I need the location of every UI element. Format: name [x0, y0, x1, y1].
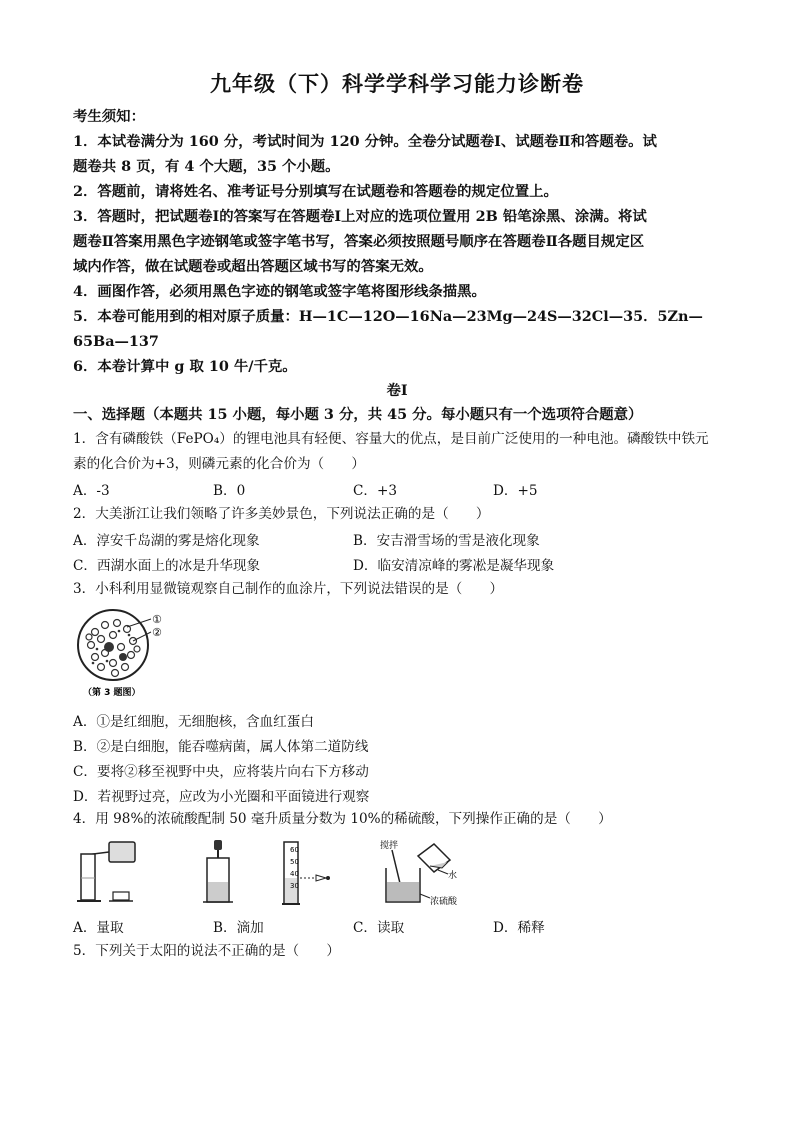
tick-label: 60 [290, 846, 299, 854]
figure-b-dropper [195, 838, 245, 908]
q1-option-d: D．+5 [493, 483, 538, 499]
figure-caption: （第 3 题图） [83, 688, 141, 698]
section-title: 卷Ⅰ [386, 382, 408, 399]
marker-1: ① [152, 613, 162, 626]
water-label: 水 [448, 871, 458, 881]
question-2-stem: 2．大美浙江让我们领略了许多美妙景色，下列说法正确的是（ ） [73, 506, 490, 522]
q2-option-b: B．安吉滑雪场的雪是液化现象 [353, 533, 540, 549]
q1-option-b: B．0 [213, 483, 246, 499]
q1-option-c: C．+3 [353, 483, 398, 499]
q4-option-a: A．量取 [73, 920, 124, 936]
q3-option-c: C．要将②移至视野中央，应将装片向右下方移动 [73, 764, 369, 780]
q2-option-a: A．淳安千岛湖的雾是熔化现象 [73, 533, 260, 549]
notice-line: 6．本卷计算中 g 取 10 牛/千克。 [73, 358, 297, 375]
notice-line: 题卷共 8 页，有 4 个大题，35 个小题。 [73, 158, 340, 175]
acid-label: 浓硫酸 [430, 897, 458, 907]
q2-option-d: D．临安清凉峰的雾凇是凝华现象 [353, 558, 555, 574]
notice-line: 65Ba—137 [73, 333, 159, 350]
figure-c-reading [282, 838, 342, 910]
blood-smear-figure [75, 607, 185, 699]
q3-option-b: B．②是白细胞，能吞噬病菌，属人体第二道防线 [73, 739, 369, 755]
tick-label: 30 [290, 882, 299, 890]
q2-option-c: C．西湖水面上的冰是升华现象 [73, 558, 261, 574]
notice-line: 2．答题前，请将姓名、准考证号分别填写在试题卷和答题卷的规定位置上。 [73, 183, 558, 200]
marker-2: ② [152, 626, 162, 639]
notice-line: 1．本试卷满分为 160 分，考试时间为 120 分钟。全卷分试题卷Ⅰ、试题卷Ⅱ和答题卷。试 [73, 133, 657, 150]
page-title: 九年级（下）科学学科学习能力诊断卷 [210, 71, 584, 96]
notice-line: 5．本卷可能用到的相对原子质量：H—1C—12O—16Na—23Mg—24S—32Cl—35．5Zn— [73, 308, 703, 325]
notice-line: 4．画图作答，必须用黑色字迹的钢笔或签字笔将图形线条描黑。 [73, 283, 486, 300]
notice-line: 域内作答，做在试题卷或超出答题区域书写的答案无效。 [73, 258, 433, 275]
q4-option-d: D．稀释 [493, 920, 545, 936]
question-4-stem: 4．用 98%的浓硫酸配制 50 毫升质量分数为 10%的稀硫酸，下列操作正确的是（ ） [73, 811, 612, 827]
tick-label: 50 [290, 858, 299, 866]
question-5-stem: 5．下列关于太阳的说法不正确的是（ ） [73, 943, 340, 959]
q1-option-a: A．-3 [73, 483, 110, 499]
notice-line: 3．答题时，把试题卷Ⅰ的答案写在答题卷Ⅰ上对应的选项位置用 2B 铅笔涂黑、涂满。将试 [73, 208, 647, 225]
stir-label: 搅拌 [380, 841, 399, 851]
q4-option-c: C．读取 [353, 920, 405, 936]
question-3-stem: 3．小科利用显微镜观察自己制作的血涂片，下列说法错误的是（ ） [73, 581, 504, 597]
tick-label: 40 [290, 870, 299, 878]
notice-line: 题卷Ⅱ答案用黑色字迹钢笔或签字笔书写，答案必须按照题号顺序在答题卷Ⅱ各题目规定区 [73, 233, 645, 250]
question-1-stem: 1．含有磷酸铁（FePO₄）的锂电池具有轻便、容量大的优点，是目前广泛使用的一种电池。磷酸铁中铁元 [73, 431, 709, 447]
q4-option-b: B．滴加 [213, 920, 264, 936]
part-heading: 一、选择题（本题共 15 小题，每小题 3 分，共 45 分。每小题只有一个选项符合题意） [73, 406, 643, 423]
q3-option-d: D．若视野过亮，应改为小光圈和平面镜进行观察 [73, 789, 370, 805]
notice-heading: 考生须知： [73, 108, 145, 125]
q3-option-a: A．①是红细胞，无细胞核，含血红蛋白 [73, 714, 314, 730]
question-1-stem: 素的化合价为+3，则磷元素的化合价为（ ） [73, 456, 365, 472]
figure-d-dilution [378, 838, 468, 910]
figure-a-measure [73, 838, 163, 908]
